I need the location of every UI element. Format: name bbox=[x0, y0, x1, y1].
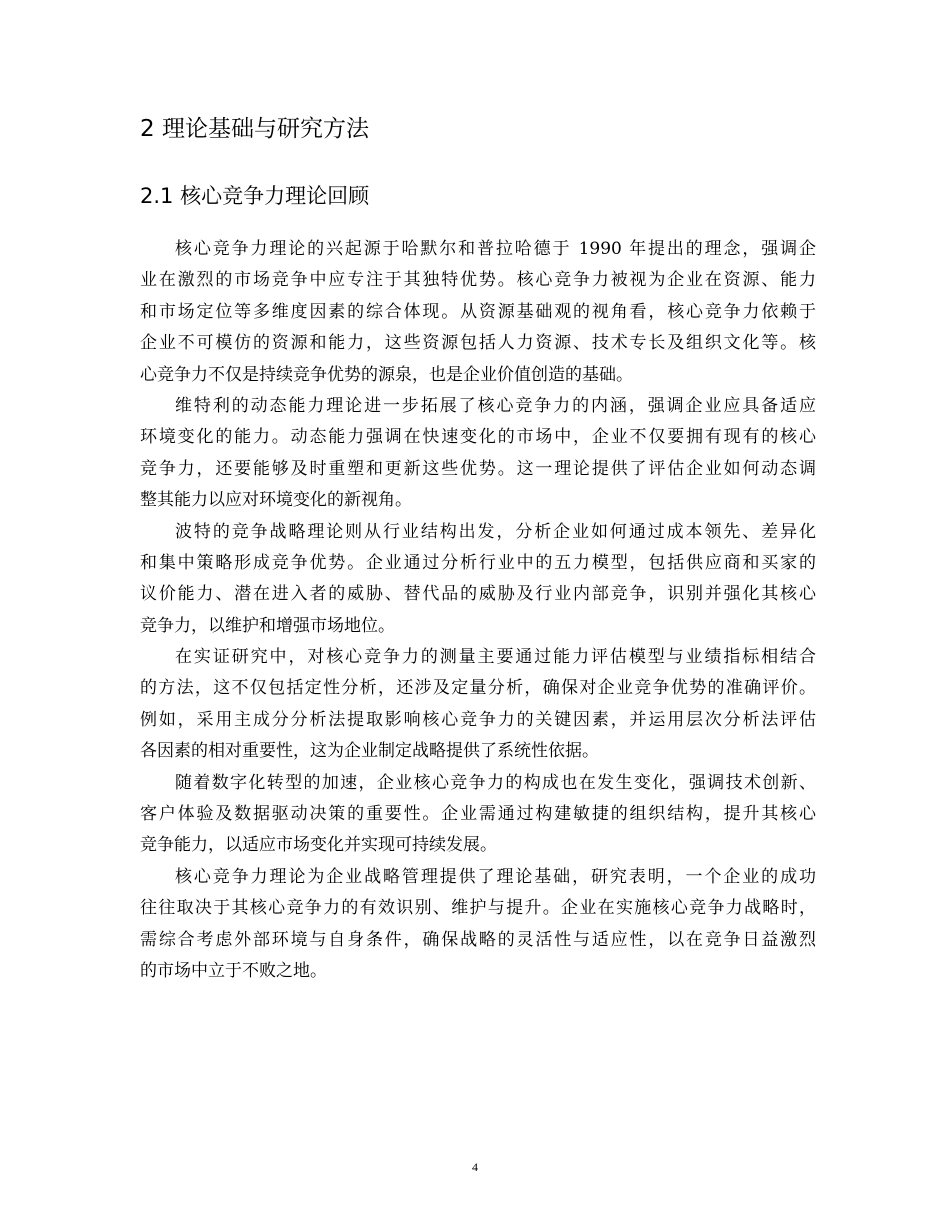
text-line: 往往取决于其核心竞争力的有效识别、维护与提升。企业在实施核心竞争力战略时， bbox=[140, 898, 816, 919]
paragraph bbox=[140, 517, 816, 643]
text-line: 竞争力，还要能够及时重塑和更新这些优势。这一理论提供了评估企业如何动态调 bbox=[140, 458, 816, 479]
text-line: 竞争力，以维护和增强市场地位。 bbox=[140, 615, 395, 636]
text-line: 环境变化的能力。动态能力强调在快速变化的市场中，企业不仅要拥有现有的核心 bbox=[140, 427, 816, 448]
text-line: 竞争能力，以适应市场变化并实现可持续发展。 bbox=[140, 835, 497, 856]
text-line: 在实证研究中，对核心竞争力的测量主要通过能力评估模型与业绩指标相结合 bbox=[175, 647, 816, 668]
paragraph bbox=[140, 642, 816, 768]
text-line: 例如，采用主成分分析法提取影响核心竞争力的关键因素，并运用层次分析法评估 bbox=[140, 709, 816, 730]
text-line: 的市场中立于不败之地。 bbox=[140, 960, 327, 981]
text-line: 维特利的动态能力理论进一步拓展了核心竞争力的内涵，强调企业应具备适应 bbox=[175, 395, 816, 416]
text-line: 企业不可模仿的资源和能力，这些资源包括人力资源、技术专长及组织文化等。核 bbox=[140, 333, 816, 354]
chapter-title: 2 理论基础与研究方法 bbox=[140, 116, 369, 142]
text-line: 和市场定位等多维度因素的综合体现。从资源基础观的视角看，核心竞争力依赖于 bbox=[140, 301, 816, 322]
text-line: 核心竞争力理论为企业战略管理提供了理论基础，研究表明，一个企业的成功 bbox=[175, 866, 816, 887]
text-line: 波特的竞争战略理论则从行业结构出发，分析企业如何通过成本领先、差异化 bbox=[175, 521, 816, 542]
text-line: 心竞争力不仅是持续竞争优势的源泉，也是企业价值创造的基础。 bbox=[140, 364, 633, 385]
section-title: 2.1 核心竞争力理论回顾 bbox=[140, 184, 370, 208]
text-line: 议价能力、潜在进入者的威胁、替代品的威胁及行业内部竞争，识别并强化其核心 bbox=[140, 584, 816, 605]
text-line: 和集中策略形成竞争优势。企业通过分析行业中的五力模型，包括供应商和买家的 bbox=[140, 552, 816, 573]
text-line: 整其能力以应对环境变化的新视角。 bbox=[140, 490, 412, 511]
paragraph bbox=[140, 862, 816, 988]
text-line: 随着数字化转型的加速，企业核心竞争力的构成也在发生变化，强调技术创新、 bbox=[175, 772, 816, 793]
text-line: 各因素的相对重要性，这为企业制定战略提供了系统性依据。 bbox=[140, 741, 599, 762]
text-line: 客户体验及数据驱动决策的重要性。企业需通过构建敏捷的组织结构，提升其核心 bbox=[140, 804, 816, 825]
paragraph bbox=[140, 234, 816, 391]
paragraph bbox=[140, 768, 816, 862]
text-line: 的方法，这不仅包括定性分析，还涉及定量分析，确保对企业竞争优势的准确评价。 bbox=[140, 678, 816, 699]
text-line: 需综合考虑外部环境与自身条件，确保战略的灵活性与适应性，以在竞争日益激烈 bbox=[140, 929, 816, 950]
text-line: 业在激烈的市场竞争中应专注于其独特优势。核心竞争力被视为企业在资源、能力 bbox=[140, 270, 816, 291]
text-line: 核心竞争力理论的兴起源于哈默尔和普拉哈德于 1990 年提出的理念，强调企 bbox=[175, 239, 816, 259]
page-number: 4 bbox=[472, 1160, 478, 1174]
paragraph bbox=[140, 391, 816, 517]
body-text bbox=[140, 234, 816, 987]
